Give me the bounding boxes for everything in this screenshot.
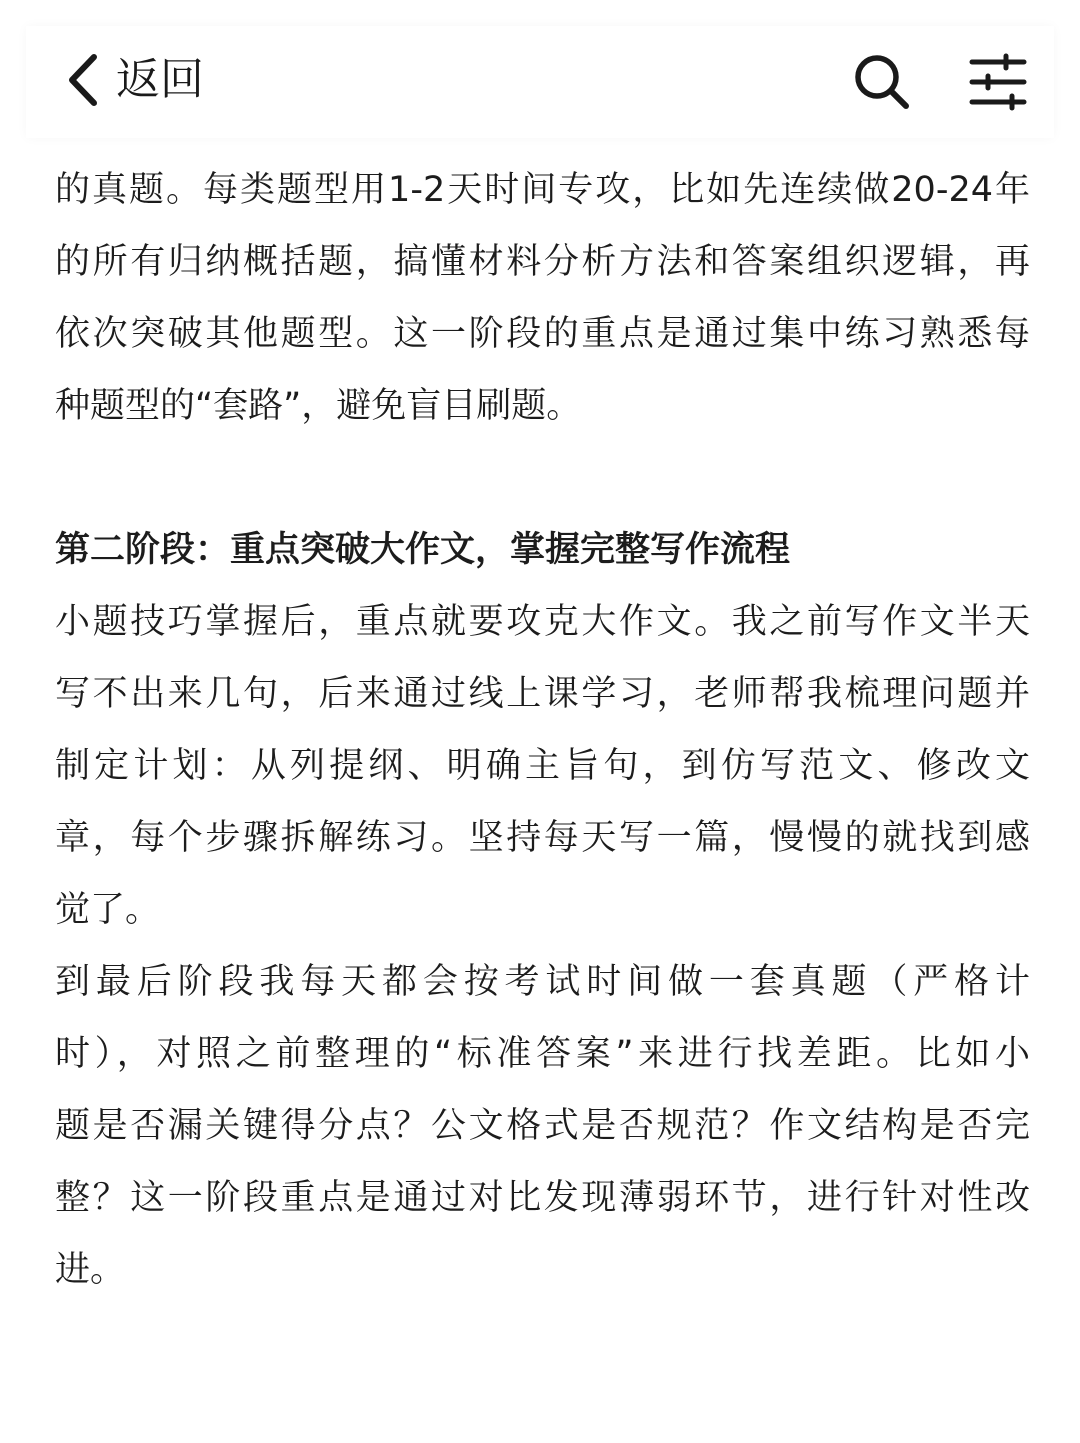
text-line: 题是否漏关键得分点？公文格式是否规范？作文结构是否完	[55, 1106, 1030, 1146]
top-navigation-bar	[26, 26, 1054, 138]
text-line: 写不出来几句，后来通过线上课学习，老师帮我梳理问题并	[55, 674, 1030, 714]
sliders-icon	[968, 52, 1028, 112]
text-line: 小题技巧掌握后，重点就要攻克大作文。我之前写作文半天	[55, 602, 1030, 642]
back-label: 返回	[116, 54, 204, 105]
text-line: 整？这一阶段重点是通过对比发现薄弱环节，进行针对性改	[55, 1178, 1030, 1218]
text-line: 章，每个步骤拆解练习。坚持每天写一篇，慢慢的就找到感	[55, 818, 1030, 858]
text-line: 的真题。每类题型用1-2天时间专攻，比如先连续做20-24年	[55, 170, 1030, 210]
text-line: 制定计划：从列提纲、明确主旨句，到仿写范文、修改文	[55, 746, 1030, 786]
section-heading	[55, 514, 1030, 586]
filter-button[interactable]	[968, 52, 1028, 112]
paragraph-3	[55, 946, 1030, 1306]
text-line: 觉了。	[55, 890, 161, 930]
text-line: 时），对照之前整理的“标准答案”来进行找差距。比如小	[55, 1034, 1030, 1074]
paragraph-1	[55, 154, 1030, 442]
text-line: 进。	[55, 1250, 126, 1290]
search-button[interactable]	[852, 52, 912, 112]
paragraph-gap	[55, 442, 1030, 514]
search-icon	[852, 52, 912, 112]
article-body	[55, 154, 1030, 1306]
chevron-left-icon	[64, 53, 100, 107]
text-line: 种题型的“套路”，避免盲目刷题。	[55, 386, 582, 426]
paragraph-2	[55, 586, 1030, 946]
text-line: 的所有归纳概括题，搞懂材料分析方法和答案组织逻辑，再	[55, 242, 1030, 282]
back-button[interactable]	[64, 48, 204, 112]
text-line: 到最后阶段我每天都会按考试时间做一套真题（严格计	[55, 962, 1030, 1002]
text-line: 依次突破其他题型。这一阶段的重点是通过集中练习熟悉每	[55, 314, 1030, 354]
heading-text: 第二阶段：重点突破大作文，掌握完整写作流程	[55, 530, 791, 570]
